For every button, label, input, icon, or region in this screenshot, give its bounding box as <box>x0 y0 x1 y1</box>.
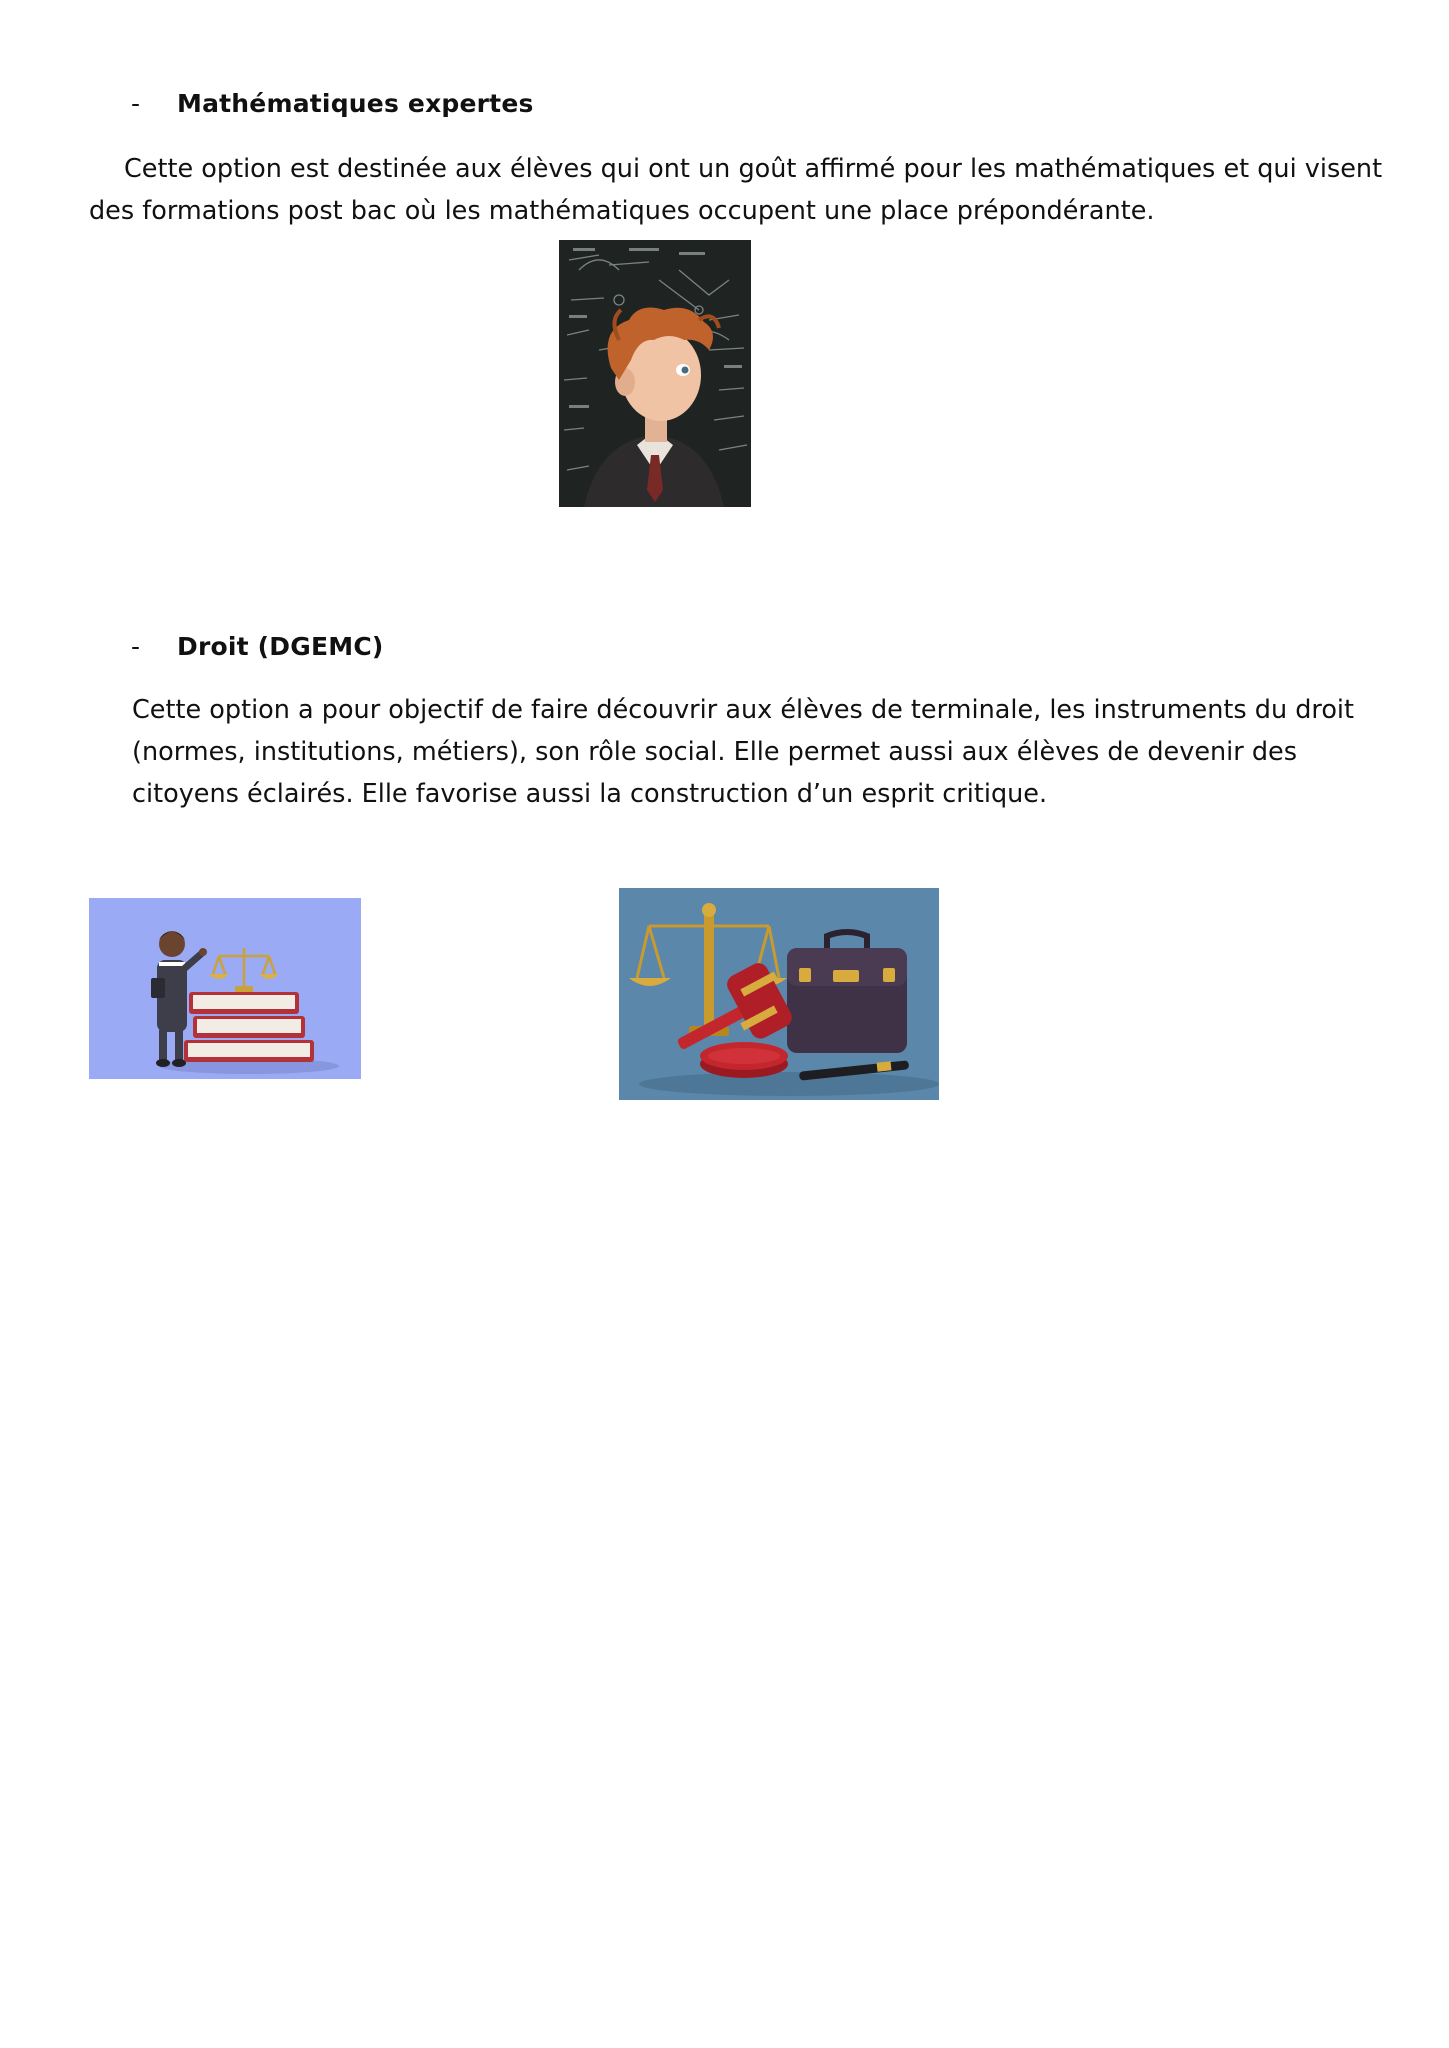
math-student-chalkboard-image <box>559 240 751 507</box>
law-objects-image <box>619 888 939 1100</box>
lawyer-books-scales-image <box>89 898 361 1079</box>
section-1-line-2: des formations post bac où les mathématiques occupent une place prépondérante. <box>89 196 1155 226</box>
section-1-paragraph <box>89 148 1382 232</box>
section-2-bullet: - <box>131 632 141 661</box>
section-2-line-1: Cette option a pour objectif de faire découvrir aux élèves de terminale, les instruments du droit <box>132 695 1355 725</box>
section-2-paragraph <box>132 689 1354 815</box>
section-1-title: Mathématiques expertes <box>177 89 534 118</box>
section-1-bullet: - <box>131 89 141 118</box>
section-2-line-3: citoyens éclairés. Elle favorise aussi la construction d’un esprit critique. <box>132 779 1048 809</box>
section-2-line-2: (normes, institutions, métiers), son rôle social. Elle permet aussi aux élèves de devenir des <box>132 737 1298 767</box>
section-1-line-1: Cette option est destinée aux élèves qui ont un goût affirmé pour les mathématiques et qui visent <box>124 154 1383 184</box>
section-2-title: Droit (DGEMC) <box>177 632 384 661</box>
